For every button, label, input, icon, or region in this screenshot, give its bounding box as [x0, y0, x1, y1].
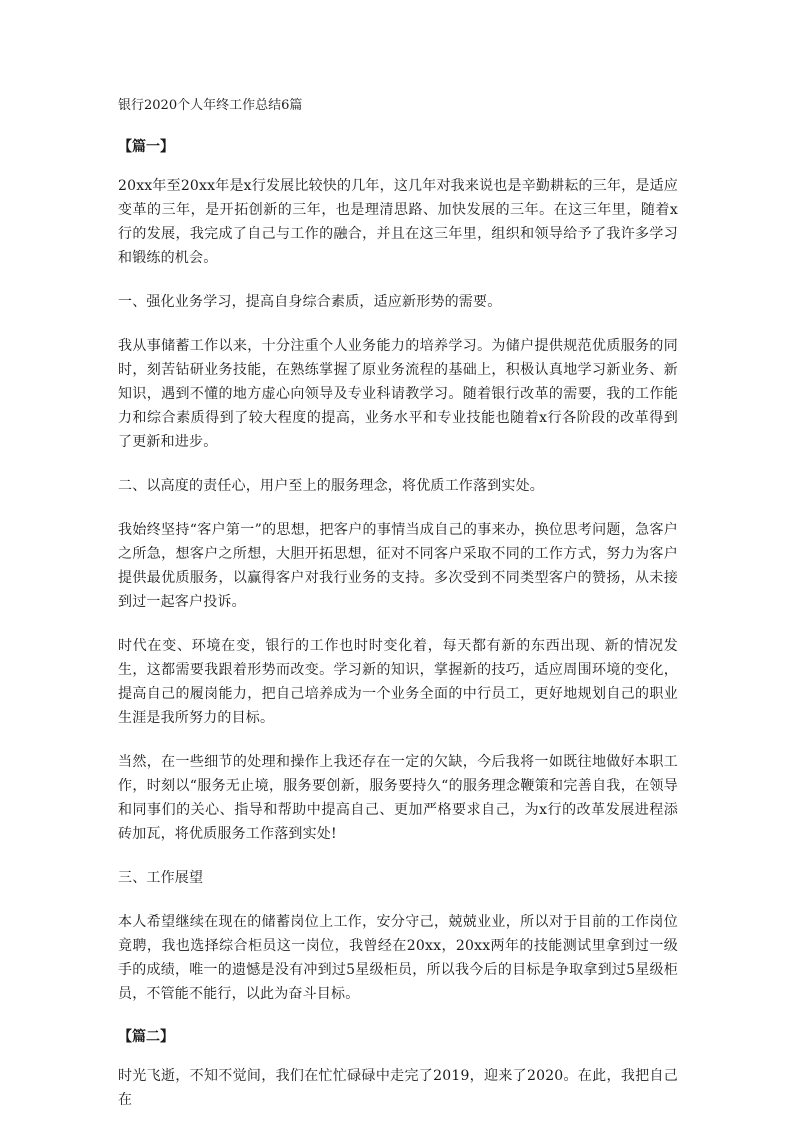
subheading-service: 二、以高度的责任心，用户至上的服务理念，将优质工作落到实处。: [118, 478, 544, 494]
subheading-outlook: 三、工作展望: [118, 870, 204, 886]
paragraph-shortcomings: 当然，在一些细节的处理和操作上我还存在一定的欠缺，今后我将一如既往地做好本职工作，时刻以“服务无止境，服务要创新，服务要持久“的服务理念鞭策和完善自我，在领导和同事们的关心、指导和帮助中提高自己、更加严格要求自己，为x行的改革发展进程添砖加瓦，将优质服务工作落到实处!: [118, 754, 678, 842]
subheading-study: 一、强化业务学习，提高自身综合素质，适应新形势的需要。: [118, 294, 502, 310]
section-heading-part1: 【篇一】: [118, 139, 174, 155]
document-title: 银行2020个人年终工作总结6篇: [118, 98, 303, 113]
paragraph-customer-first: 我始终坚持“客户第一”的思想，把客户的事情当成自己的事来办，换位思考问题，急客户之所急，想客户之所想，大胆开拓思想，征对不同客户采取不同的工作方式，努力为客户提供最优质服务，以赢得客户对我行业务的支持。多次受到不同类型客户的赞扬，从未接到过一起客户投诉。: [118, 522, 678, 610]
section-heading-part2: 【篇二】: [118, 1029, 174, 1045]
paragraph-intro: 20xx年至20xx年是x行发展比较快的几年，这几年对我来说也是辛勤耕耘的三年，是适应变革的三年，是开拓创新的三年，也是理清思路、加快发展的三年。在这三年里，随着x行的发展，我完成了自己与工作的融合，并且在这三年里，组织和领导给予了我许多学习和锻练的机会。: [118, 178, 678, 266]
paragraph-part2-intro: 时光飞逝，不知不觉间，我们在忙忙碌碌中走完了2019，迎来了2020。在此，我把自己在: [118, 1068, 678, 1108]
paragraph-outlook: 本人希望继续在现在的储蓄岗位上工作，安分守己，兢兢业业，所以对于目前的工作岗位竟聘，我也选择综合柜员这一岗位，我曾经在20xx，20xx两年的技能测试里拿到过一级手的成绩，唯一的遗憾是没有冲到过5星级柜员，所以我今后的目标是争取拿到过5星级柜员，不管能不能行，以此为奋斗目标。: [118, 914, 678, 1002]
document-page: [118, 96, 678, 1112]
paragraph-study: 我从事储蓄工作以来，十分注重个人业务能力的培养学习。为储户提供规范优质服务的同时，刻苦钻研业务技能，在熟练掌握了原业务流程的基础上，积极认真地学习新业务、新知识，遇到不懂的地方虚心向领导及专业科请教学习。随着银行改革的需要，我的工作能力和综合素质得到了较大程度的提高，业务水平和专业技能也随着x行各阶段的改革得到了更新和进步。: [118, 338, 678, 450]
paragraph-change: 时代在变、环境在变，银行的工作也时时变化着，每天都有新的东西出现、新的情况发生，这都需要我跟着形势而改变。学习新的知识，掌握新的技巧，适应周围环境的变化，提高自己的履岗能力，把自己培养成为一个业务全面的中行员工，更好地规划自己的职业生涯是我所努力的目标。: [118, 638, 678, 726]
